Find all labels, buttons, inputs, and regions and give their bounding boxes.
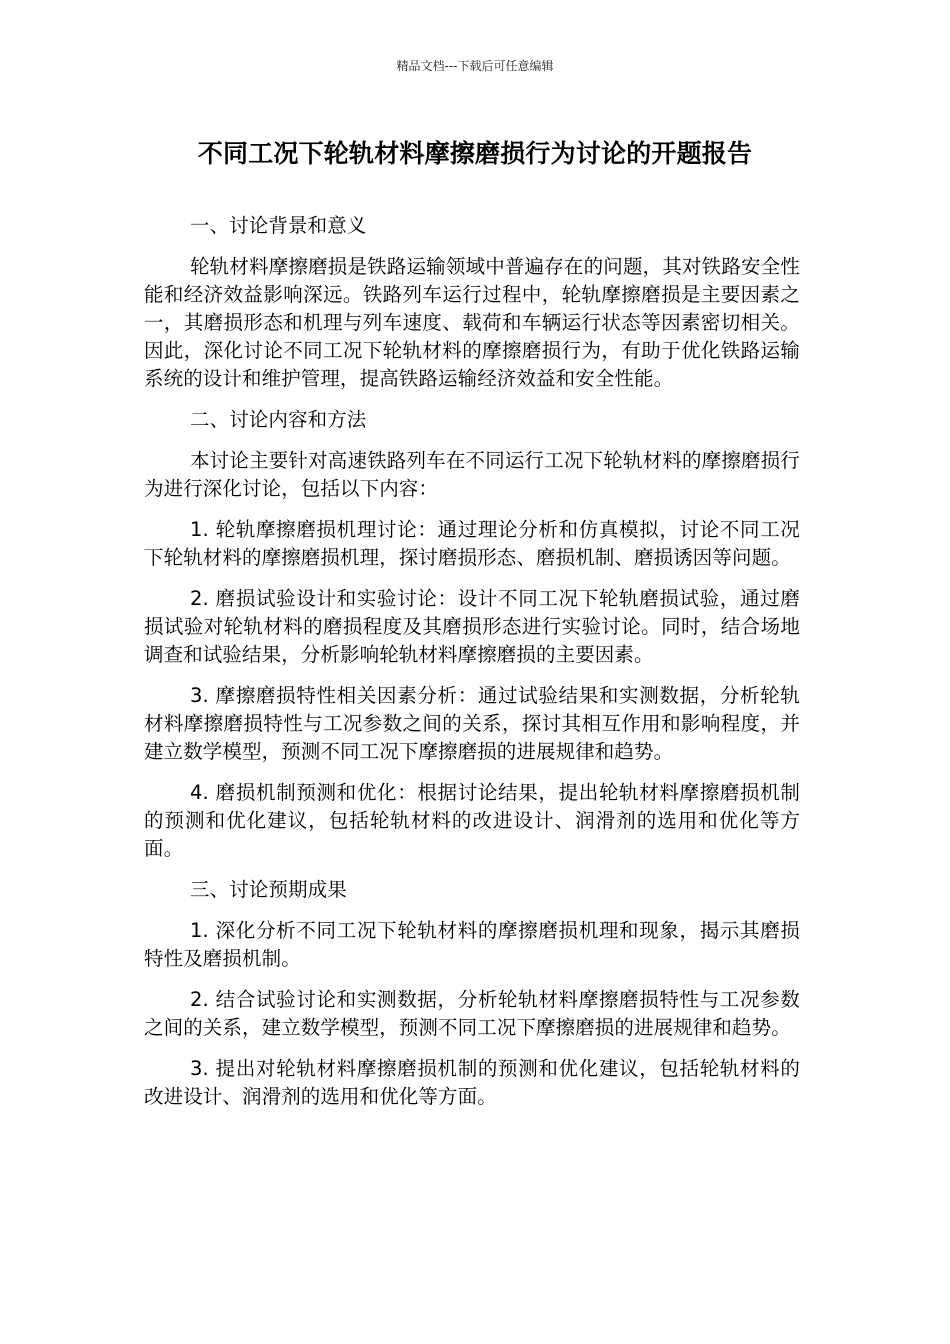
list-item-content-4: 4. 磨损机制预测和优化：根据讨论结果，提出轮轨材料摩擦磨损机制的预测和优化建议，包括轮轨材料的改进设计、润滑剂的选用和优化等方面。: [144, 781, 800, 860]
list-item-content-3: 3. 摩擦磨损特性相关因素分析：通过试验结果和实测数据，分析轮轨材料摩擦磨损特性与工况参数之间的关系，探讨其相互作用和影响程度，并建立数学模型，预测不同工况下摩擦磨损的进展规律和趋势。: [144, 684, 800, 763]
list-item-content-2: 2. 磨损试验设计和实验讨论：设计不同工况下轮轨磨损试验，通过磨损试验对轮轨材料的磨损程度及其磨损形态进行实验讨论。同时，结合场地调查和试验结果，分析影响轮轨材料摩擦磨损的主要因素。: [144, 587, 800, 666]
document-body: [144, 212, 800, 1124]
page-header: 精品文档---下载后可任意编辑: [396, 59, 554, 73]
section-heading-content-method: 二、讨论内容和方法: [190, 408, 367, 431]
paragraph-content-intro: 本讨论主要针对高速铁路列车在不同运行工况下轮轨材料的摩擦磨损行为进行深化讨论，包括以下内容：: [144, 449, 800, 500]
list-item-result-1: 1. 深化分析不同工况下轮轨材料的摩擦磨损机理和现象，揭示其磨损特性及磨损机制。: [144, 919, 800, 970]
list-item-result-2: 2. 结合试验讨论和实测数据，分析轮轨材料摩擦磨损特性与工况参数之间的关系，建立数学模型，预测不同工况下摩擦磨损的进展规律和趋势。: [144, 988, 800, 1039]
section-heading-background: 一、讨论背景和意义: [190, 214, 367, 237]
document-title: 不同工况下轮轨材料摩擦磨损行为讨论的开题报告: [197, 139, 753, 168]
list-item-content-1: 1. 轮轨摩擦磨损机理讨论：通过理论分析和仿真模拟，讨论不同工况下轮轨材料的摩擦磨损机理，探讨磨损形态、磨损机制、磨损诱因等问题。: [144, 518, 800, 569]
list-item-result-3: 3. 提出对轮轨材料摩擦磨损机制的预测和优化建议，包括轮轨材料的改进设计、润滑剂的选用和优化等方面。: [144, 1057, 800, 1108]
paragraph-background: 轮轨材料摩擦磨损是铁路运输领域中普遍存在的问题，其对铁路安全性能和经济效益影响深远。铁路列车运行过程中，轮轨摩擦磨损是主要因素之一，其磨损形态和机理与列车速度、载荷和车辆运行状态等因素密切相关。因此，深化讨论不同工况下轮轨材料的摩擦磨损行为，有助于优化铁路运输系统的设计和维护管理，提高铁路运输经济效益和安全性能。: [144, 255, 800, 390]
section-heading-expected-results: 三、讨论预期成果: [190, 878, 347, 901]
